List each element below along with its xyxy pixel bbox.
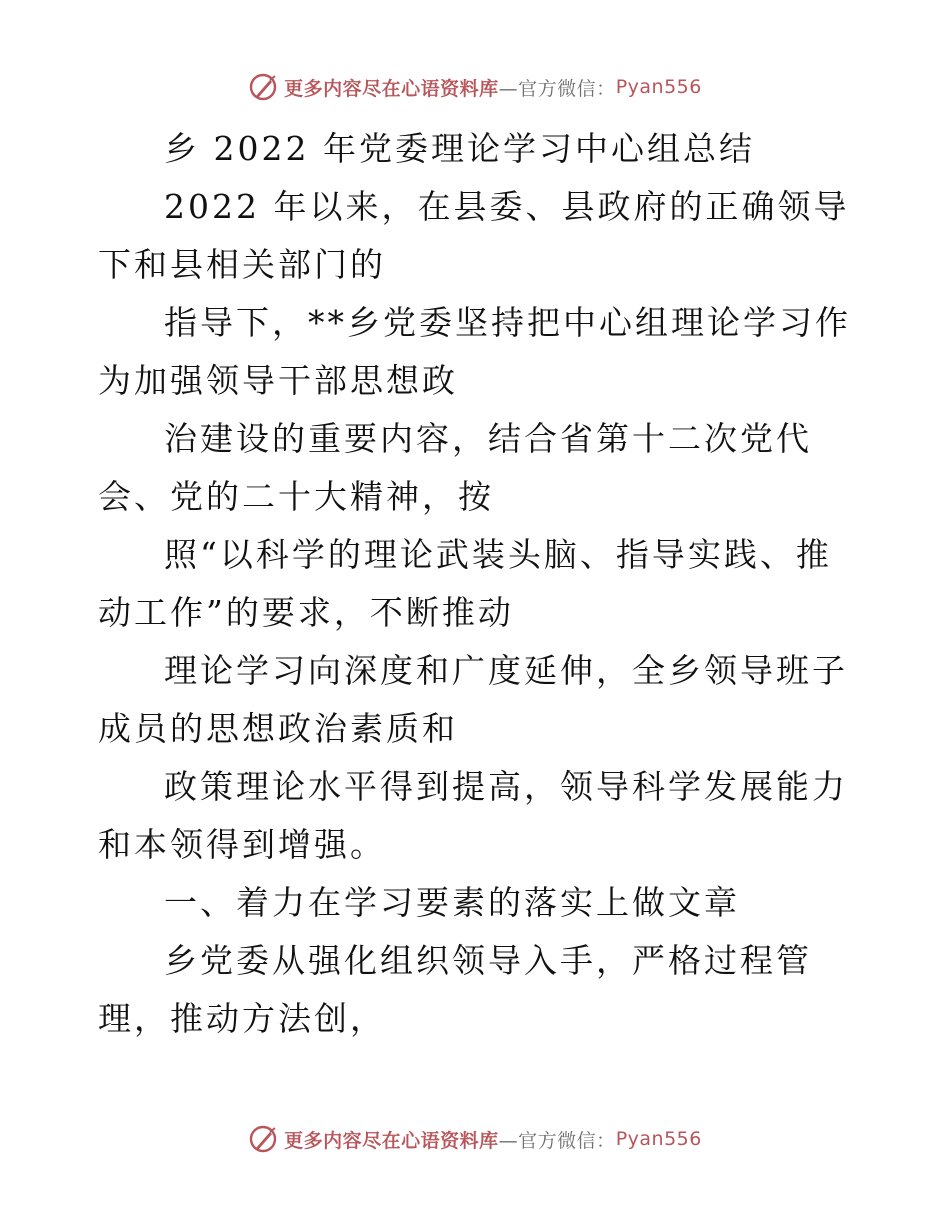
- watermark-banner-bottom: [0, 1124, 950, 1154]
- watermark-handle: Pyan556: [615, 76, 702, 98]
- quill-logo-icon: [248, 72, 278, 102]
- document-title: 乡 2022 年党委理论学习中心组总结: [164, 129, 755, 168]
- paragraph: 乡党委从强化组织领导入手，严格过程管理，推动方法创，: [98, 941, 812, 1038]
- paragraph: 照“以科学的理论武装头脑、指导实践、推动工作”的要求，不断推动: [98, 535, 832, 632]
- watermark-lead: 更多内容尽在心语资料库: [284, 1129, 499, 1152]
- watermark-separator: —官方微信：: [498, 1129, 616, 1152]
- paragraph: 理论学习向深度和广度延伸，全乡领导班子成员的思想政治素质和: [98, 651, 848, 748]
- paragraph: 政策理论水平得到提高，领导科学发展能力和本领得到增强。: [98, 767, 848, 864]
- section-heading: 一、着力在学习要素的落实上做文章: [164, 883, 740, 922]
- paragraph: 治建设的重要内容，结合省第十二次党代会、党的二十大精神，按: [98, 419, 812, 516]
- watermark-separator: —官方微信：: [498, 77, 616, 100]
- document-body: [98, 120, 854, 1048]
- paragraph: 指导下，**乡党委坚持把中心组理论学习作为加强领导干部思想政: [98, 303, 851, 400]
- paragraph: 2022 年以来，在县委、县政府的正确领导下和县相关部门的: [98, 187, 850, 284]
- quill-logo-icon: [248, 1124, 278, 1154]
- watermark-handle: Pyan556: [615, 1128, 702, 1150]
- watermark-lead: 更多内容尽在心语资料库: [284, 77, 499, 100]
- watermark-banner-top: [0, 72, 950, 102]
